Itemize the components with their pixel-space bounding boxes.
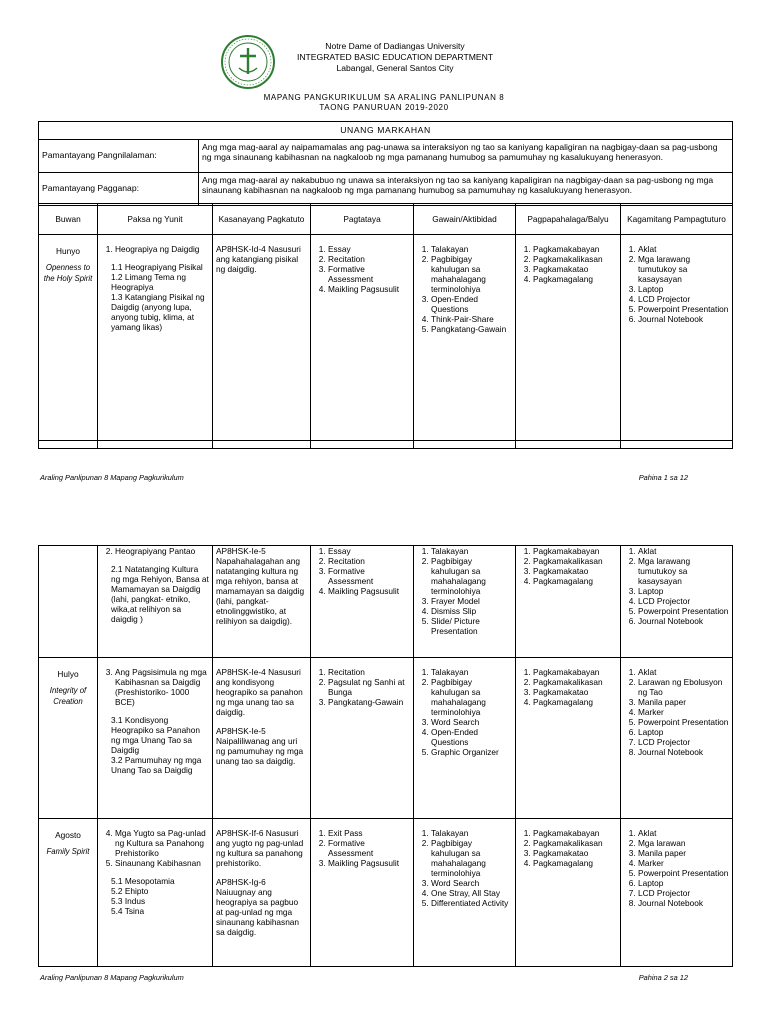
competency-cell: AP8HSK-Id-4 Nasusuri ang katangiang pisikal ng daigdig. bbox=[213, 235, 311, 441]
topic-sub: 5.2 Ehipto bbox=[111, 886, 149, 897]
col-header-materials: Kagamitang Pampagtuturo bbox=[621, 204, 733, 235]
activities-cell bbox=[414, 819, 516, 967]
list-item: 5. Differentiated Activity bbox=[431, 898, 512, 908]
table-row bbox=[39, 658, 733, 819]
footer-title: Araling Panlipunan 8 Mapang Pagkurikulum bbox=[40, 973, 184, 982]
list-item: 4. Pagkamagalang bbox=[533, 858, 617, 868]
content-standard-text: Ang mga mag-aaral ay naipamamalas ang pag-unawa sa interaksiyon ng tao sa kaniyang kapaligiran na nagbigay-daan sa pag-usbong ng mga sinaunang kabihasnan na nagkaloob ng mga pamanang humubog sa pamumuhay ng kasalukuyang henerasyon. bbox=[199, 139, 733, 172]
list-item: 4. Dismiss Slip bbox=[431, 606, 512, 616]
list-item: 1. Talakayan bbox=[431, 667, 512, 677]
table-row bbox=[39, 441, 733, 449]
competency-cell bbox=[213, 658, 311, 819]
list-item: 2. Formative Assessment bbox=[328, 838, 410, 858]
list-item: 7. LCD Projector bbox=[638, 737, 729, 747]
competency-item: AP8HSK-If-6 Nasusuri ang yugto ng pag-unlad ng kultura sa panahong prehistoriko. bbox=[216, 828, 304, 868]
table-row bbox=[39, 546, 733, 658]
col-header-assessment: Pagtataya bbox=[311, 204, 414, 235]
content-standard-label: Pamantayang Pangnilalaman: bbox=[39, 139, 199, 172]
month-cell bbox=[39, 235, 98, 441]
list-item: 3. Word Search bbox=[431, 717, 512, 727]
list-item: 3. Laptop bbox=[638, 284, 729, 294]
list-item: 2. Pagbibigay kahulugan sa mahahalagang terminolohiya bbox=[431, 556, 512, 596]
list-item: 1. Pagkamakabayan bbox=[533, 828, 617, 838]
topic-main: 1. Heograpiya ng Daigdig bbox=[115, 244, 209, 254]
list-item: 3. Maikling Pagsusulit bbox=[328, 858, 410, 868]
list-item: 2. Recitation bbox=[328, 254, 410, 264]
list-item: 1. Aklat bbox=[638, 828, 729, 838]
month-cell bbox=[39, 658, 98, 819]
list-item: 6. Journal Notebook bbox=[638, 616, 729, 626]
list-item: 2. Recitation bbox=[328, 556, 410, 566]
list-item: 3. Pagkamakatao bbox=[533, 566, 617, 576]
list-item: 3. Laptop bbox=[638, 586, 729, 596]
list-item: 2. Pagsulat ng Sanhi at Bunga bbox=[328, 677, 410, 697]
list-item: 5. Graphic Organizer bbox=[431, 747, 512, 757]
assessment-cell bbox=[311, 235, 414, 441]
list-item: 2. Mga larawang tumutukoy sa kasaysayan bbox=[638, 556, 729, 586]
list-item: 2. Pagbibigay kahulugan sa mahahalagang terminolohiya bbox=[431, 838, 512, 878]
performance-standard-text: Ang mga mag-aaral ay nakabubuo ng unawa sa interaksiyon ng tao sa kaniyang kapaligiran na nagbigay-daan sa pag-usbong ng mga sinaunang kabihasnan na nagkaloob ng mga pamanang humubog sa pamumuhay ng kasalukuyang henerasyon. bbox=[199, 172, 733, 205]
month-theme: Family Spirit bbox=[46, 847, 90, 856]
list-item: 5. Pangkatang-Gawain bbox=[431, 324, 512, 334]
list-item: 4. Marker bbox=[638, 858, 729, 868]
month-cell bbox=[39, 546, 98, 658]
topic-main: 4. Mga Yugto sa Pag-unlad ng Kultura sa Panahong Prehistoriko bbox=[115, 828, 209, 858]
list-item: 4. Maikling Pagsusulit bbox=[328, 586, 410, 596]
topic-sub: 1.3 Katangiang Pisikal ng Daigdig (anyong lupa, anyong tubig, klima, at yamang likas) bbox=[111, 292, 205, 333]
col-header-activities: Gawain/Aktibidad bbox=[414, 204, 516, 235]
list-item: 1. Pagkamakabayan bbox=[533, 244, 617, 254]
topic-main: 2. Heograpiyang Pantao bbox=[115, 546, 209, 556]
topic-sub: 2.1 Natatanging Kultura ng mga Rehiyon, Bansa at Mamamayan sa Daigdig (lahi, pangkat- etniko, wika,at relihiyon sa daigdig ) bbox=[111, 564, 209, 625]
col-header-topic: Paksa ng Yunit bbox=[98, 204, 213, 235]
topic-sub: 5.1 Mesopotamia bbox=[111, 876, 175, 887]
materials-cell bbox=[621, 658, 733, 819]
topic-sub: 1.1 Heograpiyang Pisikal bbox=[111, 262, 203, 273]
competency-cell: AP8HSK-Ie-5 Napahahalagahan ang natatanging kultura ng mga rehiyon, bansa at mamamayan sa daigdig (lahi, pangkat-etnolinggwistiko, at relihiyon sa daigdig). bbox=[213, 546, 311, 658]
values-cell bbox=[516, 819, 621, 967]
assessment-cell bbox=[311, 658, 414, 819]
month-theme: Openness to the Holy Spirit bbox=[43, 263, 93, 283]
topic-sub: 1.2 Limang Tema ng Heograpiya bbox=[111, 272, 187, 293]
list-item: 3. Pagkamakatao bbox=[533, 687, 617, 697]
table-row bbox=[39, 235, 733, 441]
list-item: 1. Talakayan bbox=[431, 546, 512, 556]
list-item: 3. Formative Assessment bbox=[328, 264, 410, 284]
activities-cell bbox=[414, 235, 516, 441]
topic-cell bbox=[98, 658, 213, 819]
school-name: Notre Dame of Dadiangas University bbox=[325, 41, 465, 51]
table-row bbox=[39, 819, 733, 967]
month-theme: Integrity of Creation bbox=[49, 686, 87, 706]
list-item: 3. Open-Ended Questions bbox=[431, 294, 512, 314]
month-name: Hulyo bbox=[57, 669, 79, 679]
month-name: Agosto bbox=[55, 830, 81, 840]
materials-cell bbox=[621, 819, 733, 967]
standards-table bbox=[38, 121, 733, 206]
list-item: 2. Pagkamakalikasan bbox=[533, 677, 617, 687]
list-item: 4. One Stray, All Stay bbox=[431, 888, 512, 898]
curriculum-table-page2 bbox=[38, 545, 733, 967]
topic-cell bbox=[98, 546, 213, 658]
list-item: 1. Talakayan bbox=[431, 244, 512, 254]
list-item: 3. Pagkamakatao bbox=[533, 264, 617, 274]
col-header-competency: Kasanayang Pagkatuto bbox=[213, 204, 311, 235]
list-item: 5. Powerpoint Presentation bbox=[638, 606, 729, 616]
col-header-values: Pagpapahalaga/Balyu bbox=[516, 204, 621, 235]
list-item: 6. Laptop bbox=[638, 727, 729, 737]
list-item: 2. Pagkamakalikasan bbox=[533, 838, 617, 848]
list-item: 3. Pangkatang-Gawain bbox=[328, 697, 410, 707]
topic-sub: 3.1 Kondisyong Heograpiko sa Panahon ng mga Unang Tao sa Daigdig bbox=[111, 715, 201, 756]
activities-cell bbox=[414, 658, 516, 819]
list-item: 2. Mga larawan bbox=[638, 838, 729, 848]
list-item: 3. Formative Assessment bbox=[328, 566, 410, 586]
list-item: 4. Pagkamagalang bbox=[533, 576, 617, 586]
values-cell bbox=[516, 658, 621, 819]
page-number: Pahina 2 sa 12 bbox=[638, 973, 688, 982]
materials-cell bbox=[621, 235, 733, 441]
list-item: 4. Marker bbox=[638, 707, 729, 717]
page-number: Pahina 1 sa 12 bbox=[638, 473, 688, 482]
topic-main: 5. Sinaunang Kabihasnan bbox=[115, 858, 209, 868]
list-item: 4. Pagkamagalang bbox=[533, 274, 617, 284]
list-item: 1. Aklat bbox=[638, 244, 729, 254]
competency-item: AP8HSK-Ie-4 Nasusuri ang kondisyong heograpiko sa panahon ng mga unang tao sa daigdig. bbox=[216, 667, 303, 717]
assessment-cell bbox=[311, 546, 414, 658]
topic-cell bbox=[98, 235, 213, 441]
list-item: 4. Maikling Pagsusulit bbox=[328, 284, 410, 294]
school-year: TAONG PANURUAN 2019-2020 bbox=[319, 103, 449, 112]
performance-standard-label: Pamantayang Pagganap: bbox=[39, 172, 199, 205]
list-item: 2. Pagkamakalikasan bbox=[533, 254, 617, 264]
list-item: 1. Essay bbox=[328, 244, 410, 254]
list-item: 2. Larawan ng Ebolusyon ng Tao bbox=[638, 677, 729, 697]
footer-title: Araling Panlipunan 8 Mapang Pagkurikulum bbox=[40, 473, 184, 482]
department-name: INTEGRATED BASIC EDUCATION DEPARTMENT bbox=[296, 52, 494, 62]
list-item: 8. Journal Notebook bbox=[638, 898, 729, 908]
list-item: 2. Mga larawang tumutukoy sa kasaysayan bbox=[638, 254, 729, 284]
list-item: 1. Aklat bbox=[638, 667, 729, 677]
competency-item: AP8HSK-Ie-5 Naipaliliwanag ang uri ng pamumuhay ng mga unang tao sa daigdig. bbox=[216, 726, 304, 766]
list-item: 3. Pagkamakatao bbox=[533, 848, 617, 858]
assessment-cell bbox=[311, 819, 414, 967]
list-item: 6. Laptop bbox=[638, 878, 729, 888]
values-cell bbox=[516, 235, 621, 441]
list-item: 1. Pagkamakabayan bbox=[533, 546, 617, 556]
list-item: 5. Powerpoint Presentation bbox=[638, 868, 729, 878]
values-cell bbox=[516, 546, 621, 658]
list-item: 8. Journal Notebook bbox=[638, 747, 729, 757]
list-item: 4. Think-Pair-Share bbox=[431, 314, 512, 324]
quarter-heading: UNANG MARKAHAN bbox=[39, 122, 733, 140]
col-header-month: Buwan bbox=[39, 204, 98, 235]
school-address: Labangal, General Santos City bbox=[336, 63, 454, 73]
list-item: 7. LCD Projector bbox=[638, 888, 729, 898]
list-item: 1. Aklat bbox=[638, 546, 729, 556]
list-item: 1. Pagkamakabayan bbox=[533, 667, 617, 677]
topic-sub: 5.4 Tsina bbox=[111, 906, 145, 917]
month-name: Hunyo bbox=[56, 246, 80, 256]
list-item: 3. Word Search bbox=[431, 878, 512, 888]
list-item: 2. Pagbibigay kahulugan sa mahahalagang terminolohiya bbox=[431, 254, 512, 294]
list-item: 2. Pagkamakalikasan bbox=[533, 556, 617, 566]
list-item: 3. Manila paper bbox=[638, 848, 729, 858]
month-cell bbox=[39, 819, 98, 967]
list-item: 4. LCD Projector bbox=[638, 596, 729, 606]
list-item: 5. Powerpoint Presentation bbox=[638, 717, 729, 727]
competency-cell bbox=[213, 819, 311, 967]
materials-cell bbox=[621, 546, 733, 658]
list-item: 1. Talakayan bbox=[431, 828, 512, 838]
list-item: 5. Slide/ Picture Presentation bbox=[431, 616, 512, 636]
list-item: 2. Pagbibigay kahulugan sa mahahalagang terminolohiya bbox=[431, 677, 512, 717]
topic-sub: 3.2 Pamumuhay ng mga Unang Tao sa Daigdig bbox=[111, 755, 202, 776]
list-item: 1. Exit Pass bbox=[328, 828, 410, 838]
list-item: 5. Powerpoint Presentation bbox=[638, 304, 729, 314]
list-item: 4. LCD Projector bbox=[638, 294, 729, 304]
topic-cell bbox=[98, 819, 213, 967]
curriculum-table-page1 bbox=[38, 203, 733, 449]
document-title: MAPANG PANGKURIKULUM SA ARALING PANLIPUNAN 8 bbox=[263, 93, 505, 102]
list-item: 1. Recitation bbox=[328, 667, 410, 677]
list-item: 6. Journal Notebook bbox=[638, 314, 729, 324]
list-item: 3. Frayer Model bbox=[431, 596, 512, 606]
topic-sub: 5.3 Indus bbox=[111, 896, 146, 907]
list-item: 4. Pagkamagalang bbox=[533, 697, 617, 707]
competency-item: AP8HSK-Ig-6 Naiuugnay ang heograpiya sa pagbuo at pag-unlad ng mga sinaunang kabihasnan sa daigdig. bbox=[216, 877, 300, 937]
list-item: 4. Open-Ended Questions bbox=[431, 727, 512, 747]
topic-main: 3. Ang Pagsisimula ng mga Kabihasnan sa Daigdig (Preshistoriko- 1000 BCE) bbox=[115, 667, 209, 707]
list-item: 3. Manila paper bbox=[638, 697, 729, 707]
activities-cell bbox=[414, 546, 516, 658]
list-item: 1. Essay bbox=[328, 546, 410, 556]
